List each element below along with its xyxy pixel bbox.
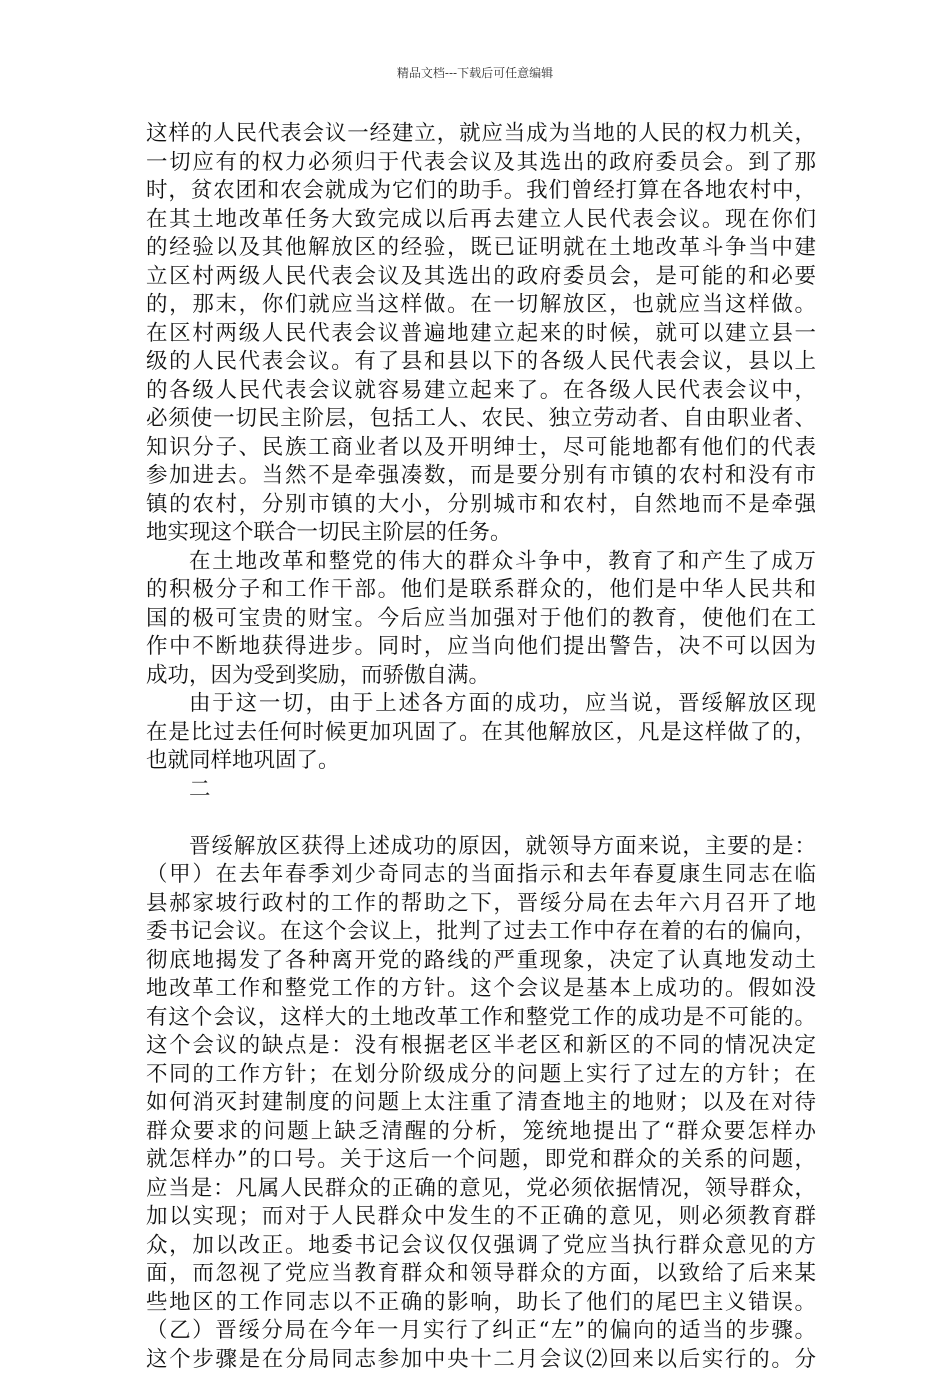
text-line: 晋绥解放区获得上述成功的原因，就领导方面来说，主要的是： (146, 833, 816, 862)
paragraph (146, 120, 816, 548)
text-line: 的，那末，你们就应当这样做。在一切解放区，也就应当这样做。 (146, 291, 816, 320)
section-heading (146, 776, 816, 805)
text-line: 时，贫农团和农会就成为它们的助手。我们曾经打算在各地农村中， (146, 177, 816, 206)
text-line: （甲）在去年春季刘少奇同志的当面指示和去年春夏康生同志在临 (146, 861, 816, 890)
text-line: 彻底地揭发了各种离开党的路线的严重现象，决定了认真地发动土 (146, 947, 816, 976)
text-line: 在是比过去任何时候更加巩固了。在其他解放区，凡是这样做了的， (146, 719, 816, 748)
page-header: 精品文档---下载后可任意编辑 (0, 66, 950, 80)
document-body (146, 120, 816, 1374)
text-line: 有这个会议，这样大的土地改革工作和整党工作的成功是不可能的。 (146, 1004, 816, 1033)
text-line: 镇的农村，分别市镇的大小，分别城市和农村，自然地而不是牵强 (146, 491, 816, 520)
text-line: 如何消灭封建制度的问题上太注重了清查地主的地财；以及在对待 (146, 1089, 816, 1118)
text-line: 成功，因为受到奖励，而骄傲自满。 (146, 662, 816, 691)
text-line: 这样的人民代表会议一经建立，就应当成为当地的人民的权力机关， (146, 120, 816, 149)
text-line: 在区村两级人民代表会议普遍地建立起来的时候，就可以建立县一 (146, 320, 816, 349)
text-line: 的各级人民代表会议就容易建立起来了。在各级人民代表会议中， (146, 377, 816, 406)
text-line: 委书记会议。在这个会议上，批判了过去工作中存在着的右的偏向， (146, 918, 816, 947)
text-line: 些地区的工作同志以不正确的影响，助长了他们的尾巴主义错误。 (146, 1289, 816, 1318)
text-line: （乙）晋绥分局在今年一月实行了纠正“左”的偏向的适当的步骤。 (146, 1317, 816, 1346)
text-line: 立区村两级人民代表会议及其选出的政府委员会，是可能的和必要 (146, 263, 816, 292)
text-line: 地改革工作和整党工作的方针。这个会议是基本上成功的。假如没 (146, 975, 816, 1004)
paragraph (146, 548, 816, 691)
text-line: 参加进去。当然不是牵强凑数，而是要分别有市镇的农村和没有市 (146, 462, 816, 491)
text-line: 一切应有的权力必须归于代表会议及其选出的政府委员会。到了那 (146, 149, 816, 178)
paragraph (146, 690, 816, 776)
text-line: 应当是：凡属人民群众的正确的意见，党必须依据情况，领导群众， (146, 1175, 816, 1204)
text-line: 级的人民代表会议。有了县和县以下的各级人民代表会议，县以上 (146, 348, 816, 377)
blank-line (146, 804, 816, 833)
text-line: 面，而忽视了党应当教育群众和领导群众的方面，以致给了后来某 (146, 1260, 816, 1289)
text-line: 也就同样地巩固了。 (146, 747, 816, 776)
text-line: 县郝家坡行政村的工作的帮助之下，晋绥分局在去年六月召开了地 (146, 890, 816, 919)
text-line: 由于这一切，由于上述各方面的成功，应当说，晋绥解放区现 (146, 690, 816, 719)
text-line: 不同的工作方针；在划分阶级成分的问题上实行了过左的方针；在 (146, 1061, 816, 1090)
text-line: 众，加以改正。地委书记会议仅仅强调了党应当执行群众意见的方 (146, 1232, 816, 1261)
text-line: 作中不断地获得进步。同时，应当向他们提出警告，决不可以因为 (146, 633, 816, 662)
paragraph (146, 833, 816, 1374)
text-line: 必须使一切民主阶层，包括工人、农民、独立劳动者、自由职业者、 (146, 405, 816, 434)
text-line: 就怎样办”的口号。关于这后一个问题，即党和群众的关系的问题， (146, 1146, 816, 1175)
text-line: 在其土地改革任务大致完成以后再去建立人民代表会议。现在你们 (146, 206, 816, 235)
text-line: 群众要求的问题上缺乏清醒的分析，笼统地提出了“群众要怎样办 (146, 1118, 816, 1147)
text-line: 国的极可宝贵的财宝。今后应当加强对于他们的教育，使他们在工 (146, 605, 816, 634)
text-line: 这个步骤是在分局同志参加中央十二月会议⑵回来以后实行的。分 (146, 1346, 816, 1374)
text-line: 地实现这个联合一切民主阶层的任务。 (146, 519, 816, 548)
text-line: 的经验以及其他解放区的经验，既已证明就在土地改革斗争当中建 (146, 234, 816, 263)
text-line: 知识分子、民族工商业者以及开明绅士，尽可能地都有他们的代表 (146, 434, 816, 463)
text-line: 的积极分子和工作干部。他们是联系群众的，他们是中华人民共和 (146, 576, 816, 605)
text-line: 加以实现；而对于人民群众中发生的不正确的意见，则必须教育群 (146, 1203, 816, 1232)
text-line: 这个会议的缺点是：没有根据老区半老区和新区的不同的情况决定 (146, 1032, 816, 1061)
section-number: 二 (146, 776, 816, 805)
text-line: 在土地改革和整党的伟大的群众斗争中，教育了和产生了成万 (146, 548, 816, 577)
